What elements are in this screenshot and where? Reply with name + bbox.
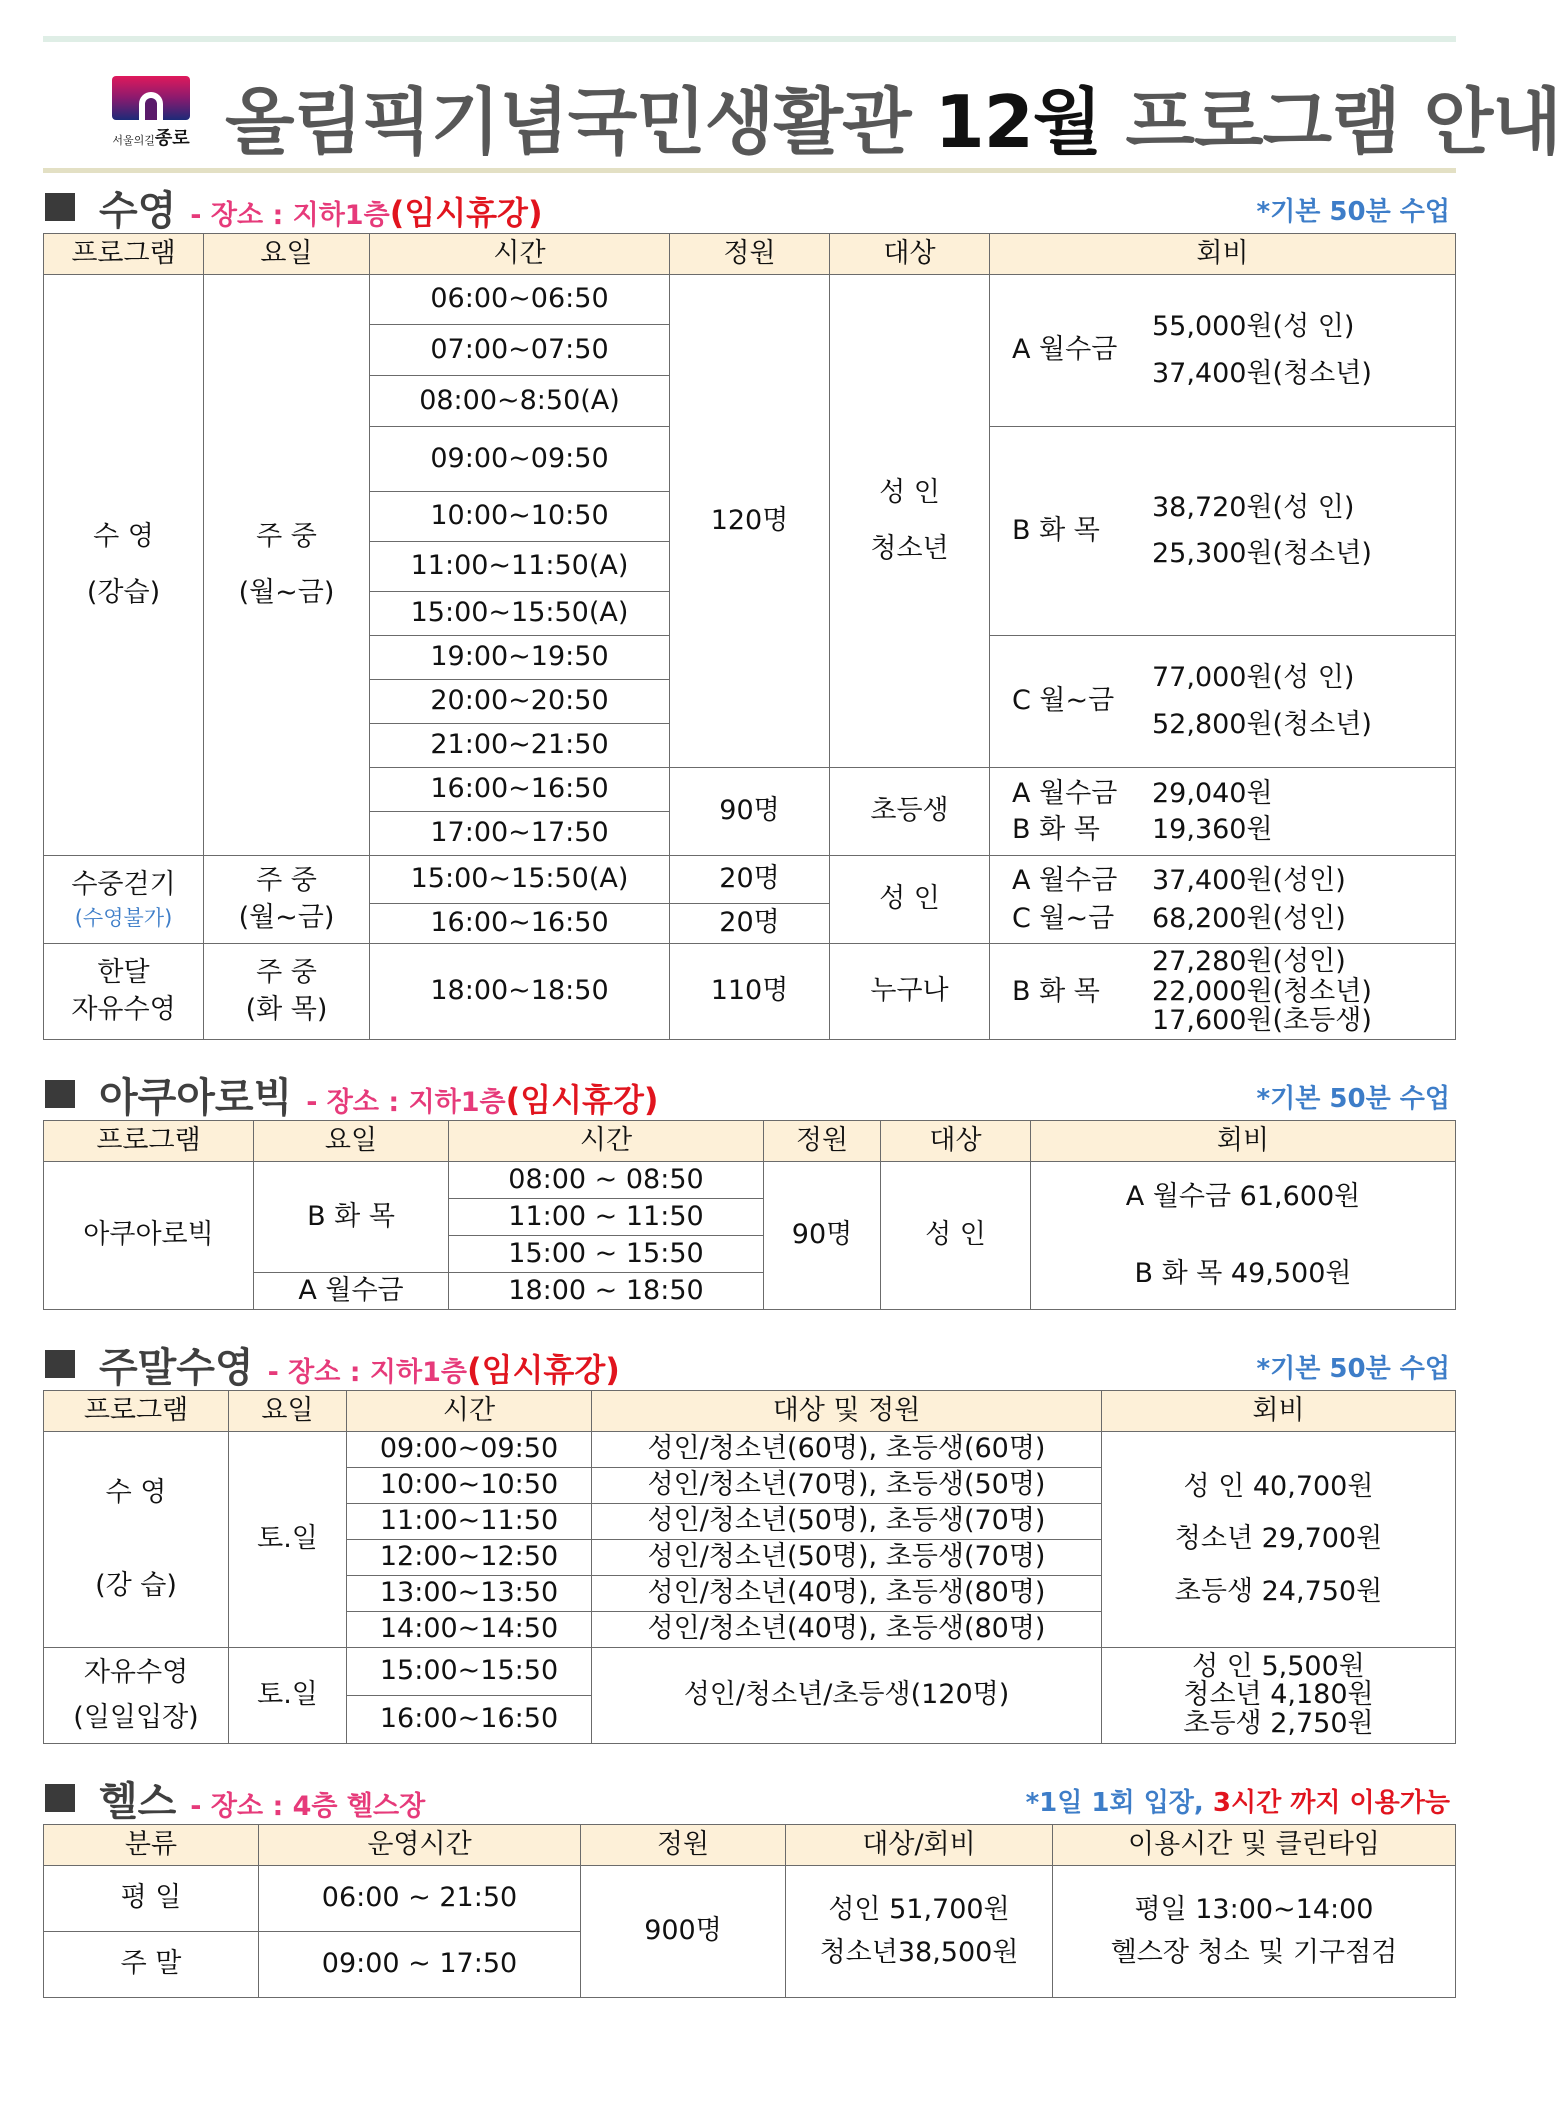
section-bullet-icon: [45, 1350, 75, 1378]
table-row: 11:00~11:50(A): [44, 542, 1456, 592]
table-row: 16:00~16:50 90명 초등생 A 월수금 B 화 목 29,040원 19,360원: [44, 768, 1456, 812]
table-row: 10:00~10:50: [44, 492, 1456, 542]
table-header-row: 프로그램 요일 시간 대상 및 정원 회비: [44, 1391, 1456, 1432]
table-row: 07:00~07:50: [44, 325, 1456, 376]
aqua-table: [43, 1120, 1456, 1310]
jongno-logo: [111, 76, 191, 148]
aqua-title: 아쿠아로빅 - 장소 : 지하1층(임시휴강): [99, 1075, 659, 1121]
table-row: 12:00~12:50 성인/청소년(50명), 초등생(70명): [44, 1540, 1456, 1576]
health-title: 헬스 - 장소 : 4층 헬스장: [99, 1779, 426, 1825]
table-header-row: 분류 운영시간 정원 대상/회비 이용시간 및 클린타임: [44, 1825, 1456, 1866]
health-note: *1일 1회 입장, 3시간 까지 이용가능: [1025, 1788, 1450, 1818]
health-section: [43, 1768, 1456, 1998]
page-header: [43, 50, 1561, 173]
health-table: [43, 1824, 1456, 1998]
swim-table: [43, 233, 1456, 1040]
table-row: 자유수영 (일일입장) 토.일 15:00~15:50 성인/청소년/초등생(120명) 성 인 5,500원 청소년 4,180원 초등생 2,750원: [44, 1648, 1456, 1696]
aqua-section: [43, 1064, 1456, 1310]
table-row: 15:00~15:50(A): [44, 592, 1456, 636]
weekend-section: [43, 1334, 1456, 1744]
logo-text: 서울의길종로: [112, 128, 190, 149]
weekend-section-header: [43, 1334, 1456, 1390]
table-row: 13:00~13:50 성인/청소년(40명), 초등생(80명): [44, 1576, 1456, 1612]
section-bullet-icon: [45, 1784, 75, 1812]
health-section-header: [43, 1768, 1456, 1824]
table-row: A 월수금 18:00 ~ 18:50: [44, 1273, 1456, 1310]
page-title: 올림픽기념국민생활관 12월 프로그램 안내: [225, 80, 1561, 164]
table-row: 수 영 (강 습) 토.일 09:00~09:50 성인/청소년(60명), 초등생(60명) 성 인 40,700원 청소년 29,700원 초등생 24,750원: [44, 1432, 1456, 1468]
table-row: 11:00 ~ 11:50: [44, 1199, 1456, 1236]
table-row: 11:00~11:50 성인/청소년(50명), 초등생(70명): [44, 1504, 1456, 1540]
table-row: 10:00~10:50 성인/청소년(70명), 초등생(50명): [44, 1468, 1456, 1504]
table-row: 16:00~16:50 20명: [44, 904, 1456, 944]
swim-note: *기본 50분 수업: [1256, 197, 1450, 227]
table-row: 19:00~19:50 C 월~금 77,000원(성 인) 52,800원(청소년): [44, 636, 1456, 680]
program-guide-page: [43, 36, 1561, 1998]
title-month: 12월: [934, 80, 1102, 164]
table-row: 15:00 ~ 15:50: [44, 1236, 1456, 1273]
swim-title: 수영 - 장소 : 지하1층(임시휴강): [99, 188, 543, 234]
logo-mark-icon: [112, 76, 190, 120]
table-row: 17:00~17:50: [44, 812, 1456, 856]
table-row: 수 영 (강습) 주 중 (월~금) 06:00~06:50 120명 성 인 청소년 A 월수금 55,000원(성 인) 37,400원(청소년): [44, 275, 1456, 325]
weekend-note: *기본 50분 수업: [1256, 1354, 1450, 1384]
section-bullet-icon: [45, 193, 75, 221]
table-row: 수중걷기 (수영불가) 주 중 (월~금) 15:00~15:50(A) 20명 성 인 A 월수금 C 월~금 37,400원(성인) 68,200원(성인): [44, 856, 1456, 904]
table-row: 08:00~8:50(A): [44, 376, 1456, 427]
table-row: 평 일 06:00 ~ 21:50 900명 성인 51,700원 청소년38,500원 평일 13:00~14:00 헬스장 청소 및 기구점검: [44, 1866, 1456, 1932]
section-bullet-icon: [45, 1080, 75, 1108]
table-row: 20:00~20:50: [44, 680, 1456, 724]
aqua-note: *기본 50분 수업: [1256, 1084, 1450, 1114]
table-row: 한달 자유수영 주 중 (화 목) 18:00~18:50 110명 누구나 B 화 목 27,280원(성인) 22,000원(청소년) 17,600원(초등생): [44, 944, 1456, 1040]
table-row: 09:00~09:50 B 화 목 38,720원(성 인) 25,300원(청소년): [44, 427, 1456, 492]
weekend-table: [43, 1390, 1456, 1744]
table-row: 주 말 09:00 ~ 17:50: [44, 1932, 1456, 1998]
table-row: 16:00~16:50: [44, 1696, 1456, 1744]
weekend-title: 주말수영 - 장소 : 지하1층(임시휴강): [99, 1345, 620, 1391]
table-row: 아쿠아로빅 B 화 목 08:00 ~ 08:50 90명 성 인 A 월수금 61,600원 B 화 목 49,500원: [44, 1162, 1456, 1199]
table-header-row: 프로그램 요일 시간 정원 대상 회비: [44, 1121, 1456, 1162]
swim-section-header: [43, 177, 1456, 233]
table-row: 14:00~14:50 성인/청소년(40명), 초등생(80명): [44, 1612, 1456, 1648]
swim-section: [43, 177, 1456, 1040]
table-row: 21:00~21:50: [44, 724, 1456, 768]
top-divider: [43, 36, 1456, 42]
table-header-row: 프로그램 요일 시간 정원 대상 회비: [44, 234, 1456, 275]
aqua-section-header: [43, 1064, 1456, 1120]
